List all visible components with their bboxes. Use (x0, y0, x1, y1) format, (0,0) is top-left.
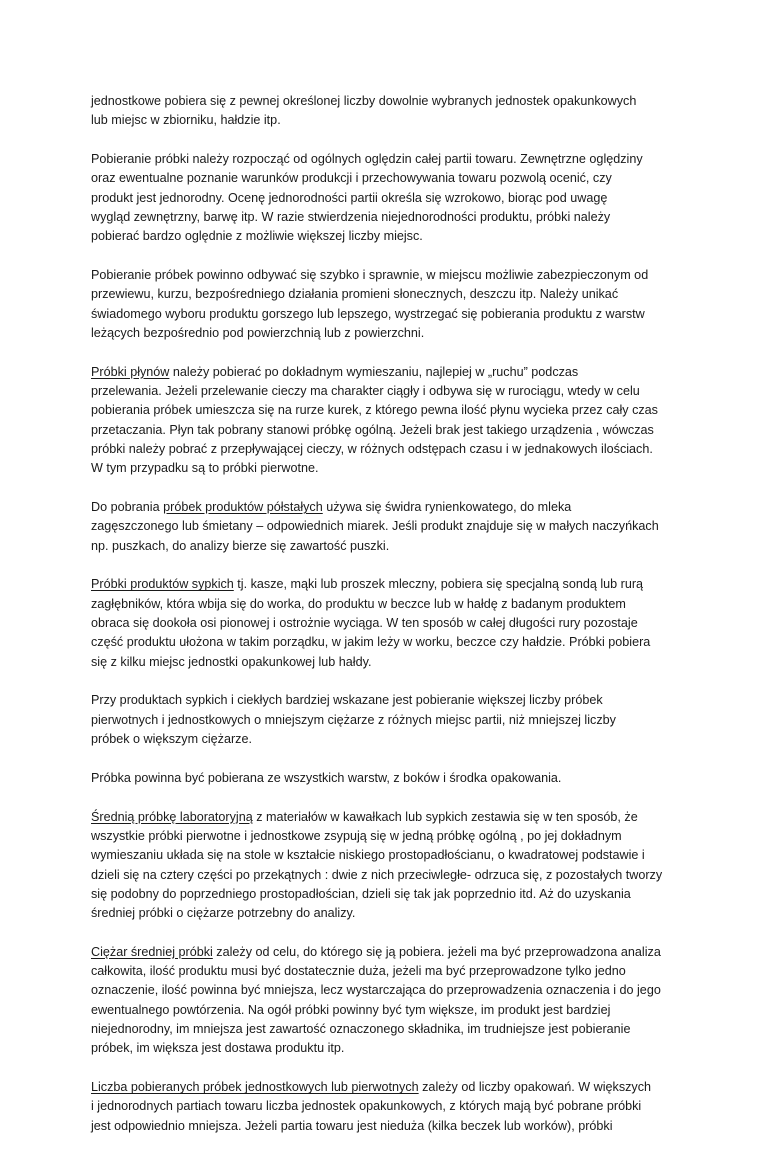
text-line (91, 382, 677, 401)
text-line (91, 827, 677, 846)
line-text: pierwotnych i jednostkowych o mniejszym ciężarze z różnych miejsc partii, niż mniejszej liczby (91, 712, 616, 727)
line-text: pobierania próbek umieszcza się na rurze kurek, z którego pewna ilość płynu wycieka przez cały czas (91, 403, 658, 418)
text-line (91, 1078, 677, 1097)
underlined-term: próbek produktów półstałych (163, 500, 323, 515)
paragraph (91, 575, 677, 671)
text-line (91, 614, 677, 633)
text-line (91, 169, 677, 188)
line-text: próbek o większym ciężarze. (91, 732, 252, 747)
line-text: lub miejsc w zbiorniku, hałdzie itp. (91, 113, 281, 128)
line-text: zagłębników, która wbija się do worka, do produktu w beczce lub w hałdę z badanym produktem (91, 596, 626, 611)
text-line (91, 208, 677, 227)
line-text: jednostkowe pobiera się z pewnej określonej liczby dowolnie wybranych jednostek opakunkowych (91, 94, 637, 108)
line-text: Pobieranie próbki należy rozpocząć od ogólnych oględzin całej partii towaru. Zewnętrzne oględziny (91, 152, 643, 167)
text-line (91, 846, 677, 865)
line-text: oraz ewentualne poznanie warunków produkcji i przechowywania towaru pozwolą ocenić, czy (91, 171, 612, 186)
text-line (91, 305, 677, 324)
line-text: całkowita, ilość produktu musi być dostatecznie duża, jeżeli ma być przeprowadzone tylko jedno (91, 964, 626, 979)
line-text: próbek, im większa jest dostawa produktu itp. (91, 1041, 345, 1056)
line-text: Przy produktach sypkich i ciekłych bardziej wskazane jest pobieranie większej liczby próbek (91, 693, 603, 708)
text-line (91, 904, 677, 923)
paragraph (91, 769, 677, 788)
text-line (91, 401, 677, 420)
line-text: obraca się dookoła osi pionowej i ostrożnie wyciąga. W ten sposób w całej długości rury pozostaje (91, 616, 638, 631)
text-line (91, 440, 677, 459)
text-line (91, 1097, 677, 1116)
text-line (91, 92, 677, 111)
line-text: niejednorodny, im mniejsza jest zawartość oznaczonego składnika, im trudniejsze jest pobieranie (91, 1022, 631, 1037)
text-line (91, 981, 677, 1000)
text-line (91, 653, 677, 672)
underlined-term: Średnią próbkę laboratoryjną (91, 809, 253, 824)
paragraph (91, 943, 677, 1059)
underlined-term: Liczba pobieranych próbek jednostkowych lub pierwotnych (91, 1080, 419, 1095)
paragraph (91, 150, 677, 246)
paragraph (91, 363, 677, 479)
line-text: Pobieranie próbek powinno odbywać się szybko i sprawnie, w miejscu możliwie zabezpieczonym od (91, 268, 649, 283)
text-line (91, 363, 677, 382)
text-line (91, 498, 677, 517)
text-line (91, 150, 677, 169)
text-line (91, 943, 677, 962)
text-line (91, 189, 677, 208)
text-line (91, 691, 677, 710)
paragraph (91, 808, 677, 924)
text-line (91, 1001, 677, 1020)
text-line (91, 111, 677, 130)
text-line (91, 1020, 677, 1039)
line-text: świadomego wyboru produktu gorszego lub lepszego, wystrzegać się pobierania produktu z warstw (91, 306, 645, 321)
line-text: Próbka powinna być pobierana ze wszystkich warstw, z boków i środka opakowania. (91, 770, 562, 785)
line-text: jest odpowiednio mniejsza. Jeżeli partia towaru jest nieduża (kilka beczek lub worków), próbki (91, 1118, 613, 1133)
text-line (91, 324, 677, 343)
text-line (91, 421, 677, 440)
line-text: i jednorodnych partiach towaru liczba jednostek opakunkowych, z których mają być pobrane próbki (91, 1099, 642, 1114)
line-prefix: Do pobrania (91, 500, 164, 515)
paragraph (91, 1078, 677, 1136)
line-text: pobierać bardzo oględnie z możliwie większej liczby miejsc. (91, 229, 423, 244)
text-line (91, 575, 677, 594)
text-line (91, 769, 677, 788)
text-line (91, 266, 677, 285)
paragraph (91, 266, 677, 343)
line-text: W tym przypadku są to próbki pierwotne. (91, 461, 319, 476)
line-text: średniej próbki o ciężarze potrzebny do analizy. (91, 906, 356, 921)
line-text: z materiałów w kawałkach lub sypkich zestawia się w ten sposób, że (252, 809, 638, 824)
line-text: tj. kasze, mąki lub proszek mleczny, pobiera się specjalną sondą lub rurą (233, 577, 644, 592)
line-text: część produktu ułożona w takim porządku, w jakim leży w worku, beczce czy hałdzie. Próbki pobiera (91, 635, 651, 650)
line-text: zależy od celu, do którego się ją pobiera. jeżeli ma być przeprowadzona analiza (212, 944, 661, 959)
text-line (91, 1039, 677, 1058)
text-line (91, 962, 677, 981)
line-text: wygląd zewnętrzny, barwę itp. W razie stwierdzenia niejednorodności produktu, próbki należy (91, 209, 611, 224)
paragraph (91, 691, 677, 749)
underlined-term: Ciężar średniej próbki (91, 944, 213, 959)
document-page (91, 92, 677, 1156)
text-line (91, 459, 677, 478)
line-text: przewiewu, kurzu, bezpośredniego działania promieni słonecznych, deszczu itp. Należy unikać (91, 287, 619, 302)
line-text: używa się świdra rynienkowatego, do mleka (322, 500, 572, 515)
line-text: wszystkie próbki pierwotne i jednostkowe zsypują się w jedną próbkę ogólną , po jej dokładnym (91, 828, 622, 843)
line-text: przelewania. Jeżeli przelewanie cieczy ma charakter ciągły i odbywa się w rurociągu, wtedy w celu (91, 384, 640, 399)
text-line (91, 866, 677, 885)
line-text: produkt jest jednorodny. Ocenę jednorodności partii określa się wzrokowo, biorąc pod uwagę (91, 190, 608, 205)
line-text: zagęszczonego lub śmietany – odpowiednich miarek. Jeśli produkt znajduje się w małych naczyńkach (91, 519, 659, 534)
paragraph (91, 92, 677, 131)
text-line (91, 595, 677, 614)
paragraph (91, 498, 677, 556)
text-line (91, 285, 677, 304)
line-text: próbki należy pobrać z przepływającej cieczy, w różnych odstępach czasu i w jednakowych ilościach. (91, 441, 653, 456)
underlined-term: Próbki produktów sypkich (91, 577, 234, 592)
line-text: się z kilku miejsc jednostki opakunkowej lub hałdy. (91, 654, 372, 669)
line-text: należy pobierać po dokładnym wymieszaniu, najlepiej w „ruchu” podczas (169, 364, 579, 379)
line-text: wymieszaniu układa się na stole w kształcie niskiego prostopadłościanu, o kwadratowej podstawie i (91, 848, 645, 863)
text-line (91, 808, 677, 827)
text-line (91, 517, 677, 536)
text-line (91, 537, 677, 556)
line-text: leżących bezpośrednio pod powierzchnią lub z powierzchni. (91, 325, 425, 340)
text-line (91, 633, 677, 652)
line-text: dzieli się na cztery części po przekątnych : dwie z nich przeciwległe- odrzuca się, z pozostałych tworzy (91, 867, 663, 882)
line-text: zależy od liczby opakowań. W większych (418, 1080, 652, 1095)
line-text: ewentualnego powtórzenia. Na ogół próbki powinny być tym większe, im produkt jest bardziej (91, 1002, 611, 1017)
line-text: oznaczenie, ilość powinna być mniejsza, lecz wystarczająca do przeprowadzenia oznaczenia i do jego (91, 983, 661, 998)
text-line (91, 885, 677, 904)
line-text: się podobny do poprzedniego prostopadłościan, dzieli się tak jak poprzednio itd. Aż do uzyskania (91, 886, 631, 901)
line-text: przetaczania. Płyn tak pobrany stanowi próbkę ogólną. Jeżeli brak jest takiego urządzenia , wówczas (91, 422, 654, 437)
text-line (91, 711, 677, 730)
text-line (91, 1117, 677, 1136)
line-text: np. puszkach, do analizy bierze się zawartość puszki. (91, 538, 390, 553)
underlined-term: Próbki płynów (91, 364, 170, 379)
text-line (91, 730, 677, 749)
text-line (91, 227, 677, 246)
